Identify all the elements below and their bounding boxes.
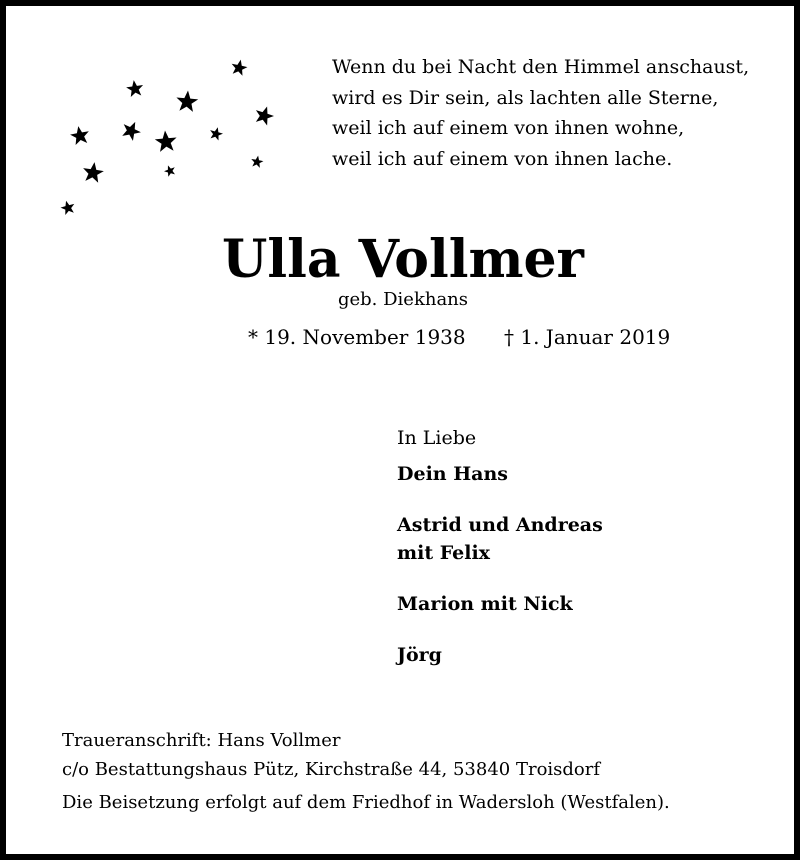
stars-decoration bbox=[46, 46, 306, 236]
address-line: Traueranschrift: Hans Vollmer bbox=[62, 730, 341, 751]
star-icon bbox=[125, 79, 144, 98]
poem-line: Wenn du bei Nacht den Himmel anschaust, bbox=[332, 56, 750, 78]
star-icon bbox=[175, 90, 199, 113]
deceased-name: Ulla Vollmer bbox=[222, 229, 584, 290]
mourner-name: Marion mit Nick bbox=[397, 593, 573, 615]
mourner-name: Jörg bbox=[397, 644, 442, 666]
mourners-intro: In Liebe bbox=[397, 427, 477, 449]
star-icon bbox=[81, 161, 104, 184]
star-icon bbox=[252, 104, 276, 127]
poem-line: wird es Dir sein, als lachten alle Sterne, bbox=[332, 86, 719, 109]
death-date: † 1. Januar 2019 bbox=[504, 325, 671, 349]
mourners-list bbox=[397, 427, 603, 692]
star-icon bbox=[230, 58, 249, 76]
maiden-name: geb. Diekhans bbox=[337, 289, 469, 310]
birth-date: * 19. November 1938 bbox=[248, 325, 466, 349]
poem bbox=[332, 52, 749, 174]
star-icon bbox=[69, 125, 91, 146]
star-icon bbox=[154, 130, 178, 153]
burial-notice: Die Beisetzung erfolgt auf dem Friedhof in Wadersloh (Westfalen). bbox=[62, 792, 670, 813]
mourner-group bbox=[397, 641, 603, 669]
address-line: c/o Bestattungshaus Pütz, Kirchstraße 44, 53840 Troisdorf bbox=[62, 759, 601, 780]
mourner-group bbox=[397, 590, 603, 618]
mourner-name: mit Felix bbox=[397, 542, 491, 564]
star-icon bbox=[250, 155, 264, 169]
mourner-name: Astrid und Andreas bbox=[397, 514, 603, 536]
mourner-group bbox=[397, 511, 603, 567]
poem-line: weil ich auf einem von ihnen wohne, bbox=[332, 117, 685, 139]
star-icon bbox=[163, 163, 177, 177]
star-icon bbox=[208, 126, 224, 142]
star-icon bbox=[59, 199, 76, 216]
star-icon bbox=[119, 118, 144, 142]
poem-line: weil ich auf einem von ihnen lache. bbox=[332, 147, 673, 170]
mourner-name: Dein Hans bbox=[397, 463, 508, 485]
mourning-address bbox=[62, 726, 600, 784]
mourner-group bbox=[397, 460, 603, 488]
